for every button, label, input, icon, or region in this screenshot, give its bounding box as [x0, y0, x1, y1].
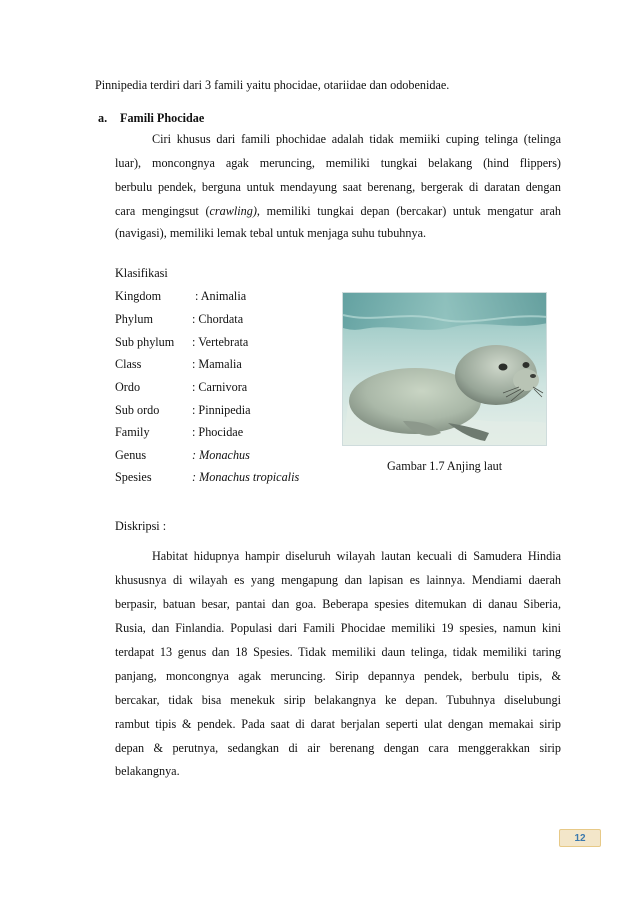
diskripsi-line: Habitat hidupnya hampir diseluruh wilayah lautan kecuali di Samudera Hindia	[152, 549, 561, 563]
klasifikasi-value: : Monachus tropicalis	[192, 470, 300, 484]
klasifikasi-key: Sub phylum	[115, 335, 175, 349]
description-text: , memiliki tungkai depan (bercakar) untuk mengatur arah	[256, 204, 561, 218]
section-number: a.	[98, 111, 108, 125]
klasifikasi-key: Sub ordo	[115, 403, 160, 417]
klasifikasi-value: : Mamalia	[192, 357, 242, 371]
seal-photo	[342, 292, 547, 446]
klasifikasi-key: Class	[115, 357, 142, 371]
diskripsi-line: rambut tipis & pendek. Pada saat di darat berjalan seperti ulat dengan memakai sirip	[115, 717, 561, 731]
description-italic-term: crawling)	[209, 204, 257, 218]
intro-text: Pinnipedia terdiri dari 3 famili yaitu phocidae, otariidae dan odobenidae.	[95, 78, 450, 92]
diskripsi-line: terdapat 13 genus dan 18 Spesies. Tidak memiliki daun telinga, tidak memiliki taring	[115, 645, 561, 659]
description-line: (navigasi), memiliki lemak tebal untuk menjaga suhu tubuhnya.	[115, 226, 427, 240]
klasifikasi-key: Kingdom	[115, 289, 162, 303]
description-line: Ciri khusus dari famili phochidae adalah tidak memiiki cuping telinga (telinga	[152, 132, 561, 146]
klasifikasi-key: Phylum	[115, 312, 153, 326]
klasifikasi-value: : Animalia	[195, 289, 247, 303]
description-line	[115, 204, 561, 218]
section-heading	[98, 111, 204, 125]
diskripsi-line: belakangnya.	[115, 764, 180, 778]
diskripsi-line: bercakar, tidak bisa menekuk sirip belakangnya ke depan. Tubuhnya diselubungi	[115, 693, 561, 707]
diskripsi-line: khususnya di wilayah es yang mengapung dan lapisan es lainnya. Mendiami daerah	[115, 573, 561, 587]
klasifikasi-key: Ordo	[115, 380, 141, 394]
klasifikasi-value: : Carnivora	[192, 380, 248, 394]
klasifikasi-key: Family	[115, 425, 150, 439]
klasifikasi-value: : Chordata	[192, 312, 244, 326]
klasifikasi-value: : Pinnipedia	[192, 403, 251, 417]
description-text: cara mengingsut (	[115, 204, 210, 218]
klasifikasi-key: Spesies	[115, 470, 152, 484]
seal-illustration	[343, 293, 547, 446]
klasifikasi-title: Klasifikasi	[115, 266, 168, 280]
klasifikasi-key: Genus	[115, 448, 147, 462]
diskripsi-line: berpasir, batuan besar, pantai dan goa. Beberapa spesies ditemukan di danau Siberia,	[115, 597, 561, 611]
diskripsi-title: Diskripsi :	[115, 519, 167, 533]
description-line: luar), moncongnya agak meruncing, memiliki tungkai belakang (hind flippers)	[115, 156, 561, 170]
section-title: Famili Phocidae	[120, 111, 205, 125]
page-number-badge	[559, 829, 601, 847]
diskripsi-line: Rusia, dan Finlandia. Populasi dari Famili Phocidae memiliki 19 spesies, namun kini	[115, 621, 561, 635]
klasifikasi-value: : Phocidae	[192, 425, 244, 439]
page-number: 12	[574, 833, 586, 844]
description-line: berbulu pendek, berguna untuk mendayung saat berenang, bergerak di daratan dengan	[115, 180, 561, 194]
klasifikasi-value: : Vertebrata	[192, 335, 249, 349]
diskripsi-line: depan & perutnya, sedangkan di air berenang dengan cara menggerakkan sirip	[115, 741, 561, 755]
figure-caption: Gambar 1.7 Anjing laut	[387, 459, 503, 473]
diskripsi-line: panjang, moncongnya agak meruncing. Sirip depannya pendek, berbulu tipis, &	[115, 669, 561, 683]
klasifikasi-value: : Monachus	[192, 448, 250, 462]
